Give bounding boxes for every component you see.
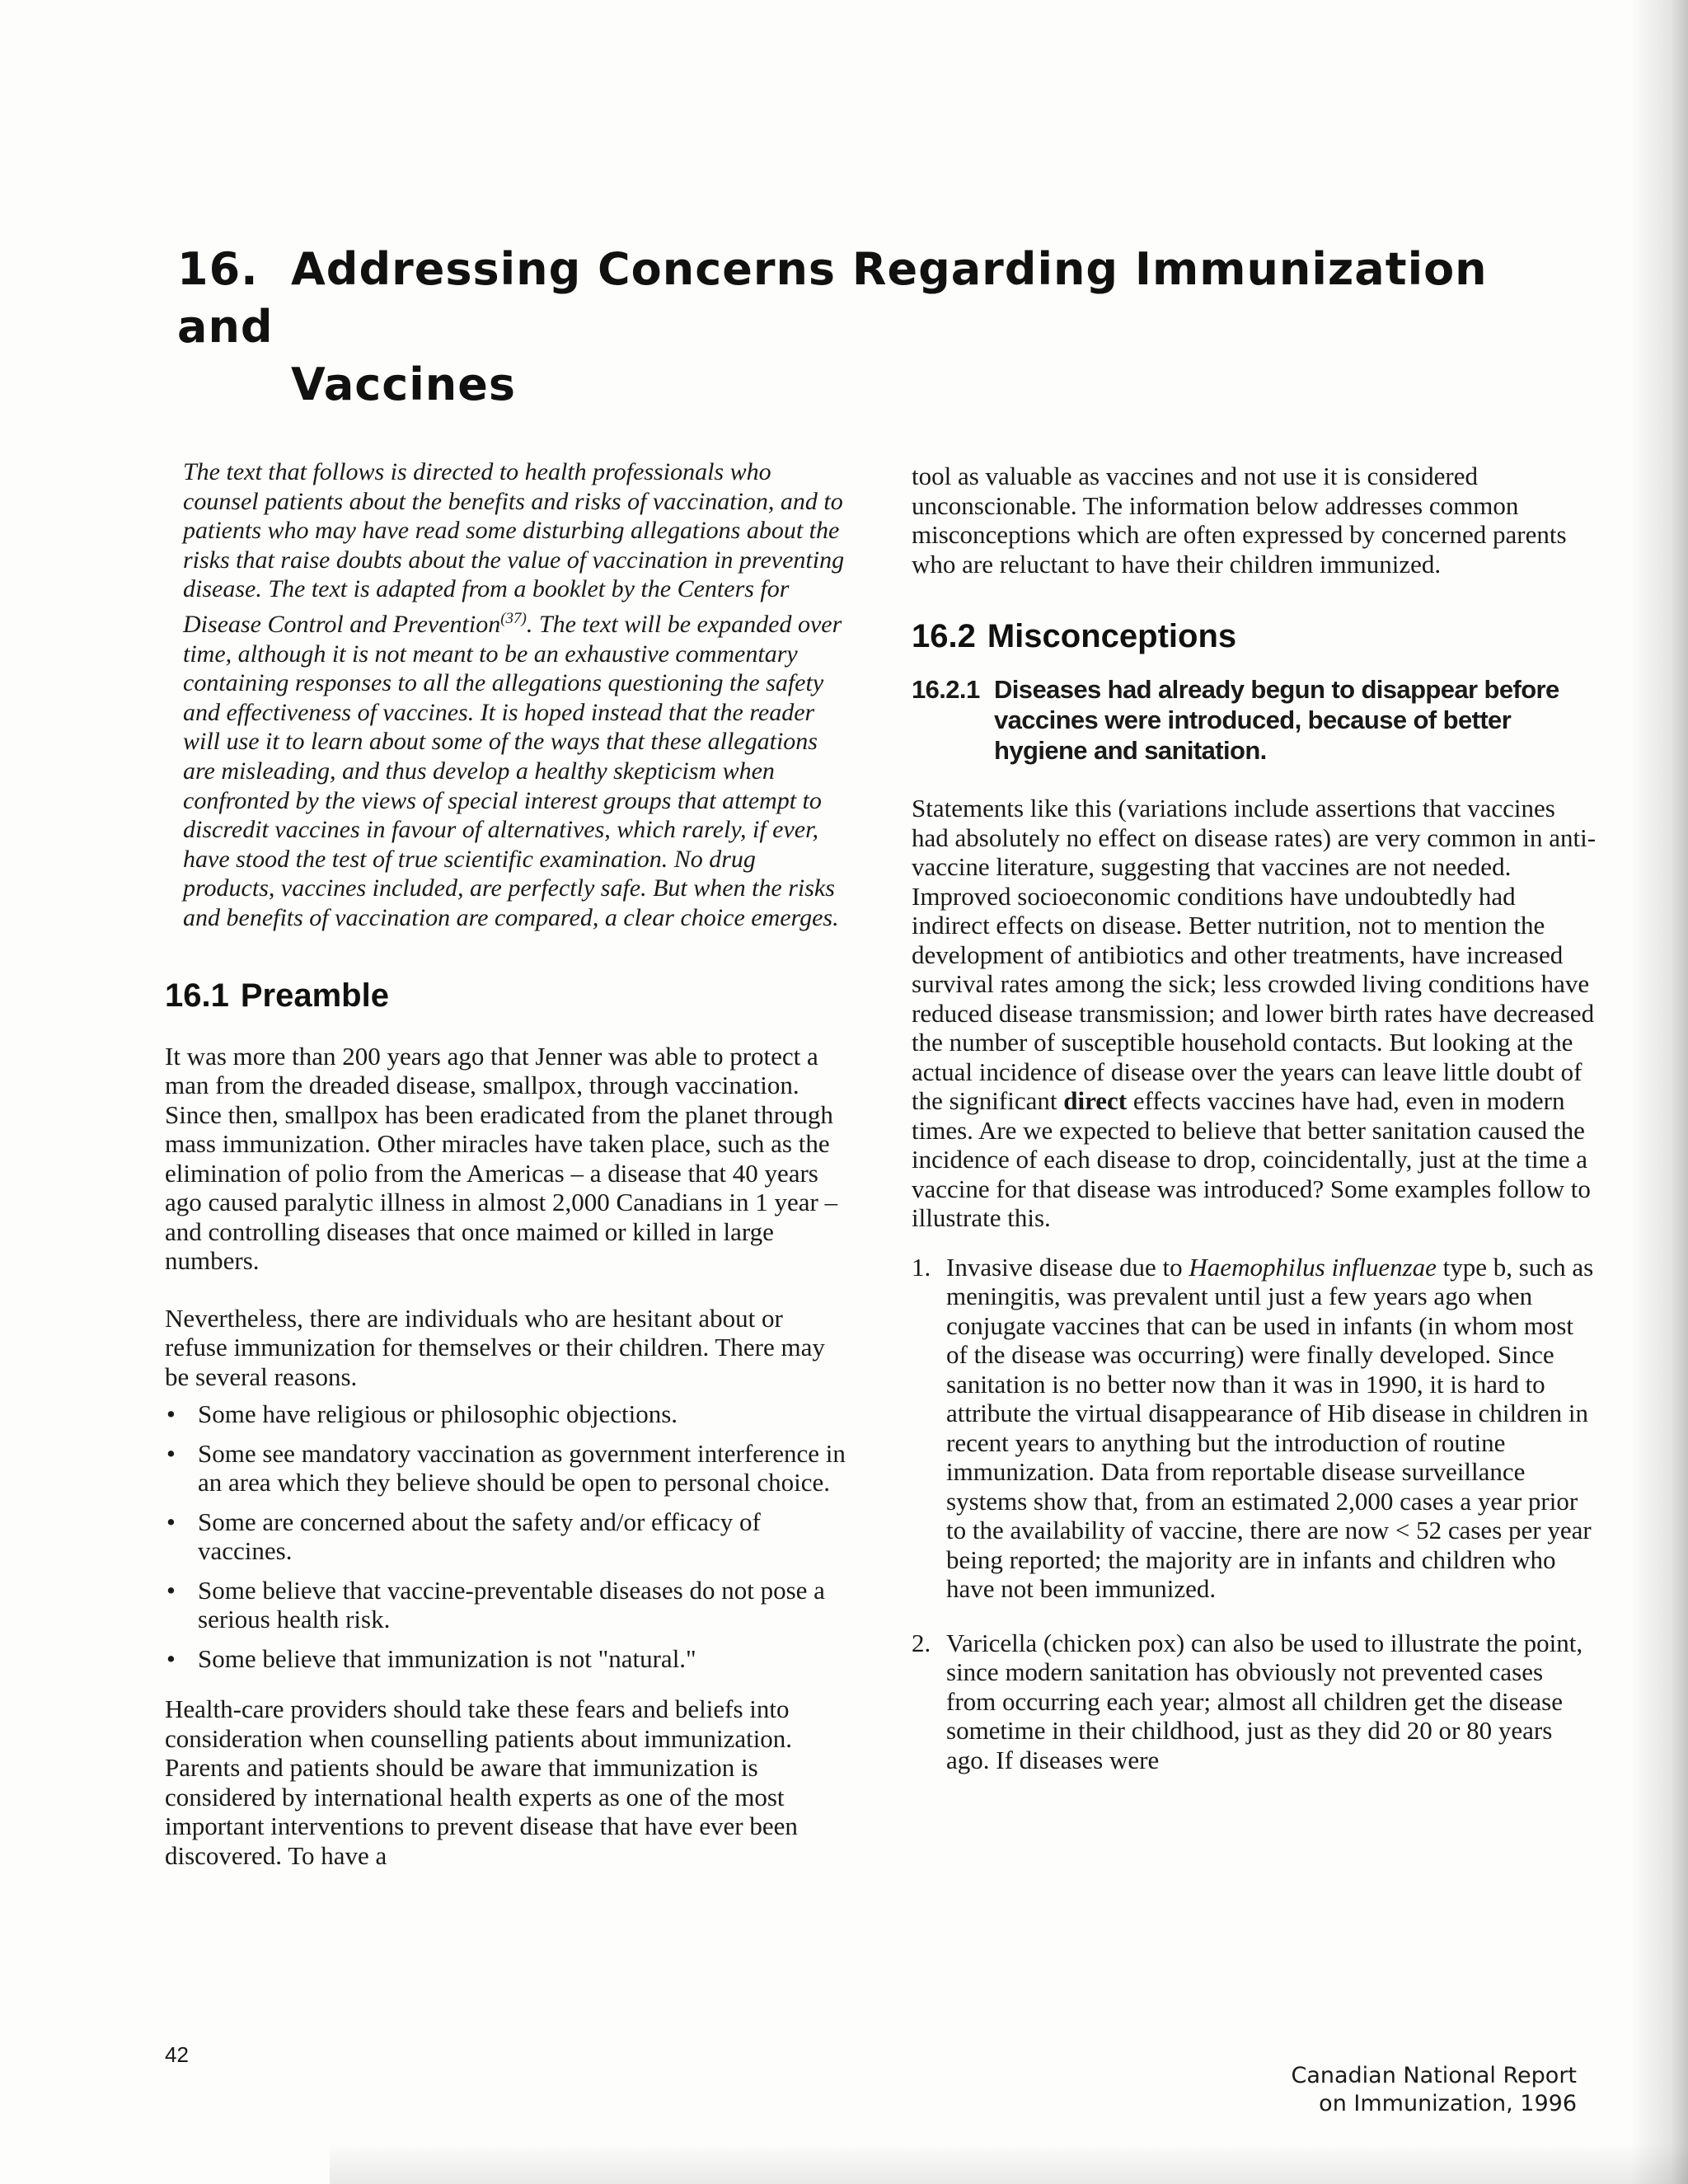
running-footer	[1291, 2062, 1577, 2118]
footer-line-2: on Immunization, 1996	[1319, 2091, 1577, 2116]
paragraph-text: Statements like this (variations include assertions that vaccines had absolutely no effect on disease rates) are very common in anti-vaccine literature, suggesting that vaccines are not needed. Improved socioeconomic conditions have undoubtedly had indirect effects on disease. Better nutrition, not to mention the development of antibiotics and other treatments, have increased survival rates among the sick; less crowded living conditions have reduced disease transmission; and lower birth rates have decreased the number of susceptible household contacts. But looking at the actual incidence of disease over the years can leave little doubt of the significant	[912, 794, 1597, 1115]
subsection-number: 16.2.1	[912, 675, 980, 704]
list-item	[912, 1253, 1597, 1604]
list-item-text	[946, 1253, 1597, 1604]
chapter-title-line2: Vaccines	[291, 359, 517, 410]
scan-bottom-shadow	[330, 2143, 1688, 2184]
section-title: Preamble	[240, 977, 389, 1014]
left-column	[165, 457, 849, 1870]
chapter-title	[177, 241, 1496, 414]
list-item-number: 1.	[912, 1252, 931, 1282]
section-heading-preamble	[165, 976, 849, 1015]
intro-text: The text that follows is directed to health professionals who counsel patients about the benefits and risks of vaccination, and to patients who may have read some disturbing allegations about the risks that raise doubts about the value of vaccination in preventing disease. The text is adapted from a booklet by the Centers for Disease Control and Prevention	[183, 458, 845, 638]
intro-text-continued: . The text will be expanded over time, although it is not meant to be an exhaustive commentary containing responses to all the allegations questioning the safety and effectiveness of vaccines. It is hoped instead that the reader will use it to learn about some of the ways that these allegations are misleading, and thus develop a healthy skepticism when confronted by the views of special interest groups that attempt to discredit vaccines in favour of alternatives, which rarely, if ever, have stood the test of true scientific examination. No drug products, vaccines included, are perfectly safe. But when the risks and benefits of vaccination are compared, a clear choice emerges.	[183, 610, 842, 931]
list-item: • Some believe that vaccine-preventable diseases do not pose a serious health risk.	[165, 1576, 849, 1634]
list-item: • Some are concerned about the safety and/or efficacy of vaccines.	[165, 1507, 849, 1566]
emphasis-text: direct	[1063, 1086, 1128, 1115]
reasons-list	[165, 1399, 849, 1673]
list-item: • Some believe that immunization is not "natural."	[165, 1644, 849, 1674]
section-heading-misconceptions	[912, 616, 1597, 656]
page-number: 42	[165, 2042, 189, 2067]
preamble-paragraph-3: Health-care providers should take these fears and beliefs into consideration when counselling patients about immunization. Parents and patients should be aware that immunization is considered by international health experts as one of the most important interventions to prevent disease that have ever been discovered. To have a	[165, 1694, 798, 1870]
list-item: • Some see mandatory vaccination as government interference in an area which they believe should be open to personal choice.	[165, 1439, 849, 1497]
list-item: • Some have religious or philosophic objections.	[165, 1399, 849, 1429]
examples-list	[912, 1253, 1597, 1775]
right-column	[912, 462, 1597, 1774]
preamble-paragraph-1: It was more than 200 years ago that Jenner was able to protect a man from the dreaded disease, smallpox, through vaccination. Since then, smallpox has been eradicated from the planet through mass immunization. Other miracles have taken place, such as the elimination of polio from the Americas – a disease that 40 years ago caused paralytic illness in almost 2,000 Canadians in 1 year – and controlling diseases that once maimed or killed in large numbers.	[165, 1041, 838, 1275]
section-number: 16.1	[165, 977, 229, 1014]
section-title: Misconceptions	[987, 618, 1237, 654]
list-item-number: 2.	[912, 1628, 931, 1657]
subsection-heading	[912, 674, 1597, 766]
chapter-number: 16.	[177, 243, 259, 295]
section-number: 16.2	[912, 618, 976, 654]
footer-line-1: Canadian National Report	[1291, 2063, 1577, 2088]
list-item	[912, 1629, 1597, 1775]
item-text: Invasive disease due to	[946, 1252, 1189, 1282]
preamble-paragraph-3-continued: tool as valuable as vaccines and not use it is considered unconscionable. The information below addresses common misconceptions which are often expressed by concerned parents who are reluctant to have their children immunized.	[912, 462, 1567, 579]
paragraph-text-continued: effects vaccines have had, even in modern times. Are we expected to believe that better sanitation caused the incidence of each disease to drop, coincidentally, just at the time a vaccine for that disease was introduced? Some examples follow to illustrate this.	[912, 1086, 1591, 1232]
item-text-continued: type b, such as meningitis, was prevalent until just a few years ago when conjugate vaccines that can be used in infants (in whom most of the disease was occurring) were finally developed. Since sanitation is no better now than it was in 1990, it is hard to attribute the virtual disappearance of Hib disease in children in recent years to anything but the introduction of routine immunization. Data from reportable disease surveillance systems show that, from an estimated 2,000 cases a year prior to the availability of vaccine, there are now < 52 cases per year being reported; the majority are in infants and children who have not been immunized.	[946, 1252, 1594, 1603]
chapter-title-line1: Addressing Concerns Regarding Immunization and	[177, 243, 1488, 353]
citation-reference: (37)	[500, 609, 527, 627]
scan-edge-shadow	[1630, 0, 1688, 2184]
list-item-text: Varicella (chicken pox) can also be used to illustrate the point, since modern sanitation has obviously not prevented cases from occurring each year; almost all children get the disease sometime in their childhood, just as they did 20 or 80 years ago. If diseases were	[946, 1628, 1583, 1774]
organism-name: Haemophilus influenzae	[1189, 1252, 1437, 1282]
misconceptions-paragraph	[912, 794, 1597, 1233]
subsection-title: Diseases had already begun to disappear before vaccines were introduced, because of better hygiene and sanitation.	[994, 675, 1559, 765]
intro-paragraph	[165, 457, 849, 933]
preamble-paragraph-2: Nevertheless, there are individuals who are hesitant about or refuse immunization for themselves or their children. There may be several reasons.	[165, 1303, 825, 1391]
